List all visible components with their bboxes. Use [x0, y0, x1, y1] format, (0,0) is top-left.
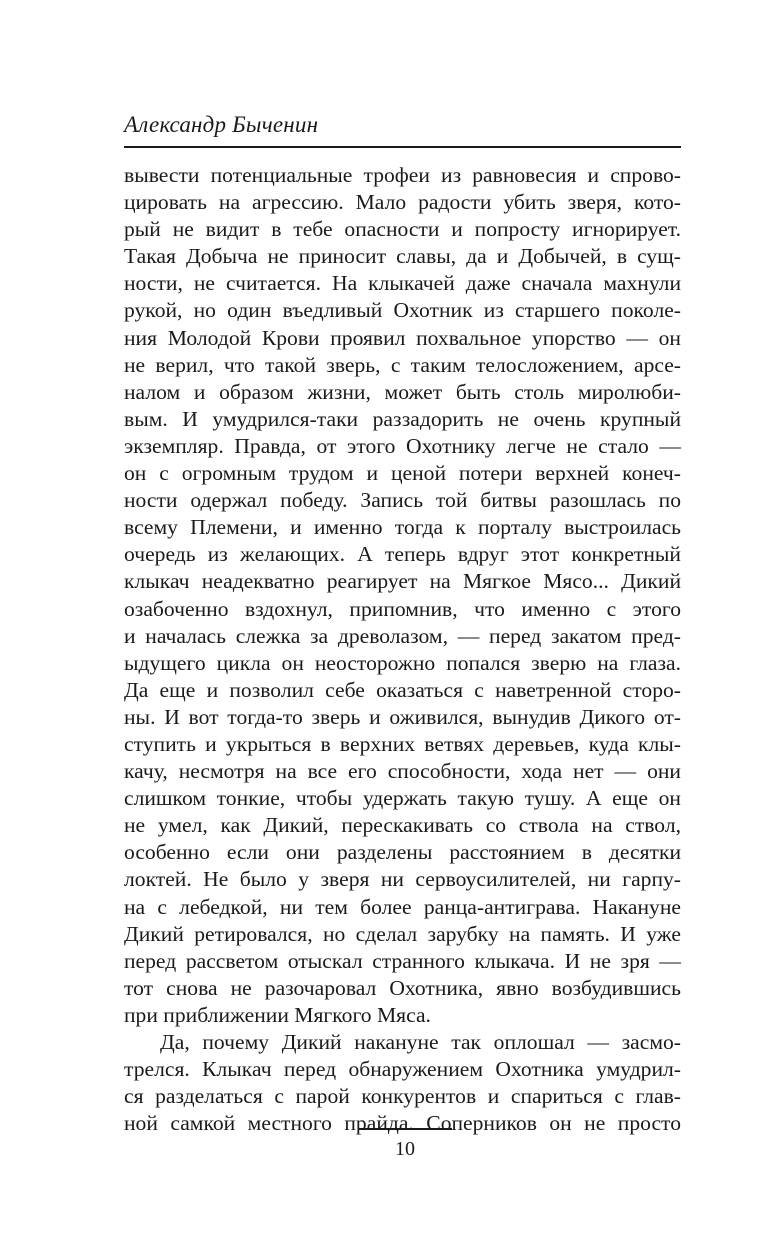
- text-line: Да, почему Дикий накануне так оплошал — засмо-: [160, 1030, 681, 1054]
- text-line: ности одержал победу. Запись той битвы разошлась по: [124, 488, 681, 513]
- text-line: ыдущего цикла он неосторожно попался зверю на глаза.: [124, 650, 681, 675]
- text-line: тот снова не разочаровал Охотника, явно возбудившись: [124, 975, 681, 1000]
- text-line: трелся. Клыкач перед обнаружением Охотника умудрил-: [124, 1057, 681, 1082]
- text-line: Дикий ретировался, но сделал зарубку на память. И уже: [124, 921, 681, 946]
- text-line: не верил, что такой зверь, с таким телосложением, арсе-: [124, 352, 681, 377]
- page-number: 10: [395, 1138, 415, 1160]
- text-line: ной самкой местного прайда. Соперников он не просто: [124, 1111, 681, 1136]
- text-line: цировать на агрессию. Мало радости убить зверя, кото-: [124, 190, 681, 215]
- text-line: рукой, но один въедливый Охотник из старшего поколе-: [124, 298, 681, 323]
- text-line: на с лебедкой, ни тем более ранца-антиграва. Накануне: [124, 894, 681, 919]
- text-line: вывести потенциальные трофеи из равновесия и спрово-: [124, 163, 681, 187]
- text-line: Такая Добыча не приносит славы, да и Добычей, в сущ-: [124, 244, 681, 269]
- text-line: озабоченно вздохнул, припомнив, что именно с этого: [124, 596, 681, 621]
- text-line: всему Племени, и именно тогда к порталу выстроилась: [124, 515, 681, 540]
- page-body-text: [124, 162, 681, 1137]
- text-line: локтей. Не было у зверя ни сервоусилителей, ни гарпу-: [124, 867, 681, 892]
- text-line: ступить и укрыться в верхних ветвях деревьев, куда клы-: [124, 731, 681, 756]
- text-line: Да еще и позволил себе оказаться с наветренной сторо-: [124, 677, 681, 702]
- text-line: ны. И вот тогда-то зверь и оживился, вынудив Дикого от-: [124, 704, 681, 729]
- text-line: очередь из желающих. А теперь вдруг этот конкретный: [124, 542, 681, 567]
- text-line: слишком тонкие, чтобы удержать такую тушу. А еще он: [124, 786, 681, 811]
- text-line: ся разделаться с парой конкурентов и спариться с глав-: [124, 1084, 681, 1109]
- text-line: качу, несмотря на все его способности, хода нет — они: [124, 759, 681, 784]
- text-line: вым. И умудрился-таки раззадорить не очень крупный: [124, 406, 681, 431]
- text-line: и началась слежка за древолазом, — перед закатом пред-: [124, 623, 681, 648]
- text-line: перед рассветом отыскал странного клыкача. И не зря —: [124, 948, 681, 973]
- running-head-author: Александр Быченин: [124, 112, 319, 137]
- text-line: рый не видит в тебе опасности и попросту игнорирует.: [124, 217, 681, 242]
- text-line: экземпляр. Правда, от этого Охотнику легче не стало —: [124, 433, 681, 458]
- text-line: налом и образом жизни, может быть столь миролюби-: [124, 379, 681, 404]
- header-rule: [124, 146, 681, 148]
- text-line: особенно если они разделены расстоянием в десятки: [124, 840, 681, 865]
- text-line: ния Молодой Крови проявил похвальное упорство — он: [124, 325, 681, 350]
- text-line: ности, не считается. На клыкачей даже сначала махнули: [124, 271, 681, 296]
- text-line: клыкач неадекватно реагирует на Мягкое Мясо... Дикий: [124, 569, 681, 594]
- footer-rule: [358, 1128, 452, 1130]
- text-line: при приближении Мягкого Мяса.: [124, 1002, 431, 1027]
- text-line: не умел, как Дикий, перескакивать со ствола на ствол,: [124, 813, 681, 838]
- text-line: он с огромным трудом и ценой потери верхней конеч-: [124, 461, 681, 486]
